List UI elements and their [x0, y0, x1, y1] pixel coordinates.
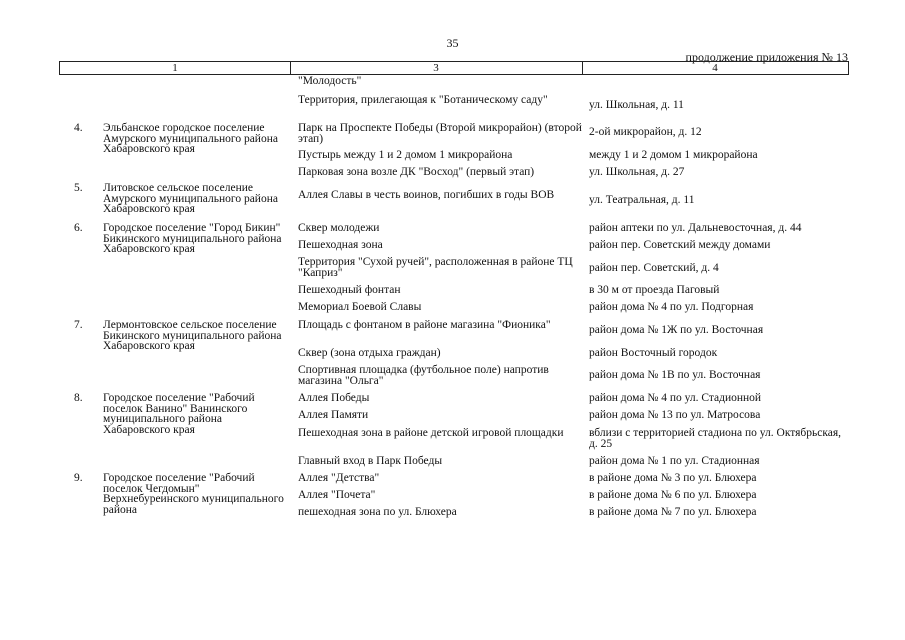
table-cell-municipality: Городское поселение "Рабочий поселок Ванино" Ванинского муниципального района Хабаровского края: [103, 392, 255, 436]
table-cell-address: район пер. Советский, д. 4: [589, 262, 719, 274]
table-cell-object: Пешеходная зона в районе детской игровой площадки: [298, 427, 564, 439]
table-cell-municipality: Литовское сельское поселение Амурского муниципального района Хабаровского края: [103, 182, 278, 215]
table-cell-object: Аллея "Детства": [298, 472, 380, 484]
table-cell-object: Аллея Славы в честь воинов, погибших в годы ВОВ: [298, 189, 555, 201]
table-cell-object: Спортивная площадка (футбольное поле) напротив магазина "Ольга": [298, 364, 549, 387]
table-cell-object: Парк на Проспекте Победы (Второй микрорайон) (второй этап): [298, 122, 582, 145]
table-cell-municipality: Городское поселение "Город Бикин" Бикинского муниципального района Хабаровского края: [103, 222, 282, 255]
table-cell-object: Аллея "Почета": [298, 489, 376, 501]
table-cell-address: 2-ой микрорайон, д. 12: [589, 126, 702, 138]
table-cell-address: район дома № 4 по ул. Стадионной: [589, 392, 762, 404]
table-cell-address: вблизи с территорией стадиона по ул. Октябрьская, д. 25: [589, 427, 842, 450]
table-cell-address: район пер. Советский между домами: [589, 239, 771, 251]
table-cell-object: Пустырь между 1 и 2 домом 1 микрорайона: [298, 149, 513, 161]
table-cell-object: Площадь с фонтаном в районе магазина "Фионика": [298, 319, 551, 331]
table-cell-object: Парковая зона возле ДК "Восход" (первый этап): [298, 166, 535, 178]
page-number: 35: [446, 36, 459, 50]
table-cell-object: Территория "Сухой ручей", расположенная в районе ТЦ "Каприз": [298, 256, 573, 279]
table-cell-address: район аптеки по ул. Дальневосточная, д. 44: [589, 222, 802, 234]
table-cell-municipality: Эльбанское городское поселение Амурского муниципального района Хабаровского края: [103, 122, 278, 155]
table-cell-address: район Восточный городок: [589, 347, 718, 359]
table-cell-object: Пешеходный фонтан: [298, 284, 401, 296]
table-cell-municipality: Лермонтовское сельское поселение Бикинского муниципального района Хабаровского края: [103, 319, 282, 352]
table-cell-address: ул. Театральная, д. 11: [589, 194, 695, 206]
table-cell-number: 7.: [74, 319, 83, 331]
header-col-4: 4: [712, 62, 718, 74]
table-cell-address: ул. Школьная, д. 27: [589, 166, 685, 178]
table-cell-object: "Молодость": [298, 75, 362, 87]
continuation-label: продолжение приложения № 13: [685, 50, 848, 64]
table-cell-object: пешеходная зона по ул. Блюхера: [298, 506, 457, 518]
table-cell-object: Главный вход в Парк Победы: [298, 455, 443, 467]
table-header: [59, 61, 849, 75]
table-cell-address: в районе дома № 7 по ул. Блюхера: [589, 506, 757, 518]
table-cell-address: район дома № 1В по ул. Восточная: [589, 369, 761, 381]
table-cell-object: Аллея Памяти: [298, 409, 369, 421]
table-cell-address: в районе дома № 3 по ул. Блюхера: [589, 472, 757, 484]
table-cell-object: Аллея Победы: [298, 392, 370, 404]
table-cell-address: район дома № 13 по ул. Матросова: [589, 409, 761, 421]
table-cell-object: Сквер молодежи: [298, 222, 380, 234]
table-cell-number: 6.: [74, 222, 83, 234]
table-cell-address: ул. Школьная, д. 11: [589, 99, 684, 111]
table-cell-number: 4.: [74, 122, 83, 134]
table-cell-address: район дома № 4 по ул. Подгорная: [589, 301, 754, 313]
table-cell-address: в 30 м от проезда Паговый: [589, 284, 720, 296]
table-cell-object: Сквер (зона отдыха граждан): [298, 347, 441, 359]
table-cell-object: Пешеходная зона: [298, 239, 383, 251]
table-cell-address: район дома № 1Ж по ул. Восточная: [589, 324, 764, 336]
table-cell-number: 9.: [74, 472, 83, 484]
table-cell-object: Территория, прилегающая к "Ботаническому саду": [298, 94, 548, 106]
table-cell-address: район дома № 1 по ул. Стадионная: [589, 455, 760, 467]
table-cell-municipality: Городское поселение "Рабочий поселок Чегдомын" Верхнебуреинского муниципального района: [103, 472, 284, 516]
header-col-3: 3: [433, 62, 439, 74]
table-cell-number: 5.: [74, 182, 83, 194]
header-col-1: 1: [172, 62, 178, 74]
table-cell-number: 8.: [74, 392, 83, 404]
table-cell-address: между 1 и 2 домом 1 микрорайона: [589, 149, 758, 161]
table-cell-address: в районе дома № 6 по ул. Блюхера: [589, 489, 757, 501]
table-cell-object: Мемориал Боевой Славы: [298, 301, 422, 313]
